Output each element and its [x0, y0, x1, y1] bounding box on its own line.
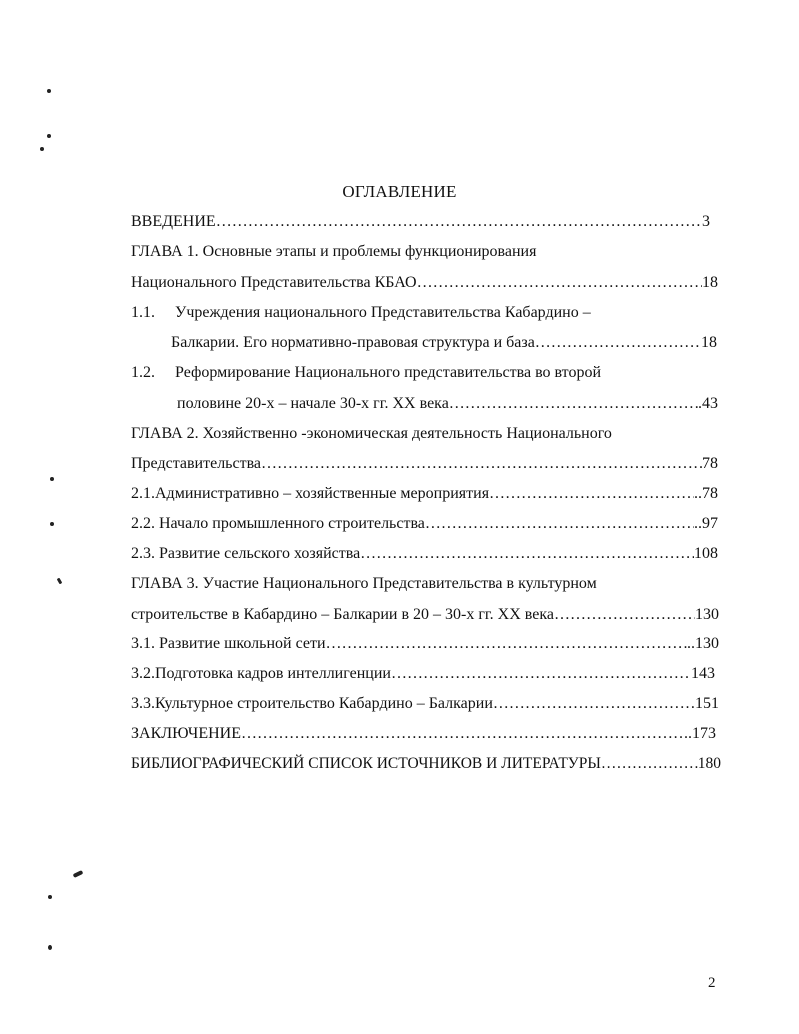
toc-entry-chapter-3-line1[interactable]: ГЛАВА 3. Участие Национального Представительства в культурном: [131, 575, 597, 592]
section-number: 1.2.: [131, 364, 155, 381]
toc-entry-label: ЗАКЛЮЧЕНИЕ: [131, 725, 241, 742]
scan-speck: [48, 945, 52, 950]
section-title: Реформирование Национального представительства во второй: [175, 364, 602, 381]
scan-speck: [57, 578, 63, 585]
dot-leader: [241, 724, 684, 744]
dot-leader: [449, 394, 698, 414]
toc-entry-section-3-3[interactable]: [131, 694, 719, 714]
toc-entry-page: ..130: [687, 635, 719, 652]
toc-entry-label: Начало промышленного строительства: [155, 515, 425, 532]
toc-entry-section-2-1[interactable]: [131, 484, 718, 504]
toc-entry-section-1-2[interactable]: [177, 394, 718, 414]
toc-entry-section-1-2-line1[interactable]: [131, 363, 731, 383]
scan-speck: [73, 870, 84, 878]
toc-entry-label: Культурное строительство Кабардино – Балкарии: [155, 695, 493, 712]
dot-leader: [601, 754, 698, 774]
toc-entry-introduction[interactable]: [131, 212, 710, 232]
scan-speck: [50, 477, 54, 481]
page-number: 2: [708, 975, 716, 991]
section-number: 2.3.: [131, 545, 155, 562]
toc-entry-label: БИБЛИОГРАФИЧЕСКИЙ СПИСОК ИСТОЧНИКОВ И ЛИТЕРАТУРЫ: [131, 755, 601, 772]
toc-entry-page: .43: [698, 395, 718, 412]
toc-entry-label: ВВЕДЕНИЕ: [131, 213, 216, 230]
toc-entry-section-2-2[interactable]: [131, 514, 718, 534]
toc-entry-section-2-3[interactable]: [131, 544, 718, 564]
dot-leader: [425, 514, 694, 534]
toc-entry-label: строительстве в Кабардино – Балкарии в 20 – 30-х гг. XX века: [131, 606, 554, 623]
section-number: 3.3.: [131, 695, 155, 712]
toc-entry-chapter-2[interactable]: [131, 454, 718, 474]
toc-entry-page: 108: [694, 545, 718, 562]
scan-speck: [47, 134, 51, 138]
dot-leader: [261, 454, 702, 474]
toc-entry-label: Национального Представительства КБАО: [131, 274, 417, 291]
toc-entry-chapter-2-line1[interactable]: ГЛАВА 2. Хозяйственно -экономическая деятельность Национального: [131, 425, 612, 442]
toc-entry-bibliography[interactable]: [131, 754, 721, 774]
dot-leader: [417, 273, 702, 293]
toc-entry-page: 18: [701, 334, 717, 351]
dot-leader: [216, 212, 702, 232]
toc-entry-label: Представительства: [131, 455, 262, 472]
toc-entry-chapter-1[interactable]: [131, 273, 718, 293]
toc-entry-page: 180: [697, 755, 721, 772]
toc-entry-label: Подготовка кадров интеллигенции: [155, 665, 391, 682]
toc-entry-section-1-1[interactable]: [171, 333, 717, 353]
toc-entry-label: Административно – хозяйственные мероприятия: [155, 485, 490, 502]
scan-speck: [40, 147, 44, 151]
dot-leader: [489, 484, 694, 504]
toc-entry-page: 78: [702, 455, 718, 472]
section-number: 3.1.: [131, 635, 155, 652]
toc-entry-conclusion[interactable]: [131, 724, 716, 744]
dot-leader: [535, 333, 701, 353]
dot-leader: [391, 664, 691, 684]
toc-entry-page: 3: [702, 213, 710, 230]
toc-entry-section-3-1[interactable]: [131, 634, 719, 654]
scan-speck: [47, 89, 51, 93]
toc-title: ОГЛАВЛЕНИЕ: [342, 182, 457, 201]
section-number: 2.2.: [131, 515, 155, 532]
toc-entry-chapter-3[interactable]: [131, 605, 719, 625]
toc-entry-label: Балкарии. Его нормативно-правовая структура и база: [171, 334, 535, 351]
toc-entry-label: Развитие сельского хозяйства: [155, 545, 361, 562]
scan-speck: [48, 895, 52, 899]
toc-entry-section-3-2[interactable]: [131, 664, 715, 684]
toc-entry-page: ..78: [694, 485, 718, 502]
scan-speck: [50, 522, 54, 526]
dot-leader: [360, 544, 694, 564]
dot-leader: [493, 694, 695, 714]
section-number: 1.1.: [131, 304, 155, 321]
toc-entry-label: Развитие школьной сети: [155, 635, 326, 652]
toc-entry-page: 151: [695, 695, 719, 712]
toc-entry-page: 130: [695, 606, 719, 623]
dot-leader: [326, 634, 687, 654]
toc-entry-page: ..97: [694, 515, 718, 532]
section-number: 2.1.: [131, 485, 155, 502]
toc-entry-chapter-1-line1[interactable]: ГЛАВА 1. Основные этапы и проблемы функционирования: [131, 243, 537, 260]
toc-entry-page: 18: [702, 274, 718, 291]
toc-entry-section-1-1-line1[interactable]: [131, 303, 731, 323]
section-title: Учреждения национального Представительства Кабардино –: [175, 304, 591, 321]
section-number: 3.2.: [131, 665, 155, 682]
toc-entry-page: 143: [691, 665, 715, 682]
dot-leader: [554, 605, 695, 625]
toc-entry-label: половине 20-х – начале 30-х гг. XX века: [177, 395, 449, 412]
toc-entry-page: ..173: [684, 725, 716, 742]
